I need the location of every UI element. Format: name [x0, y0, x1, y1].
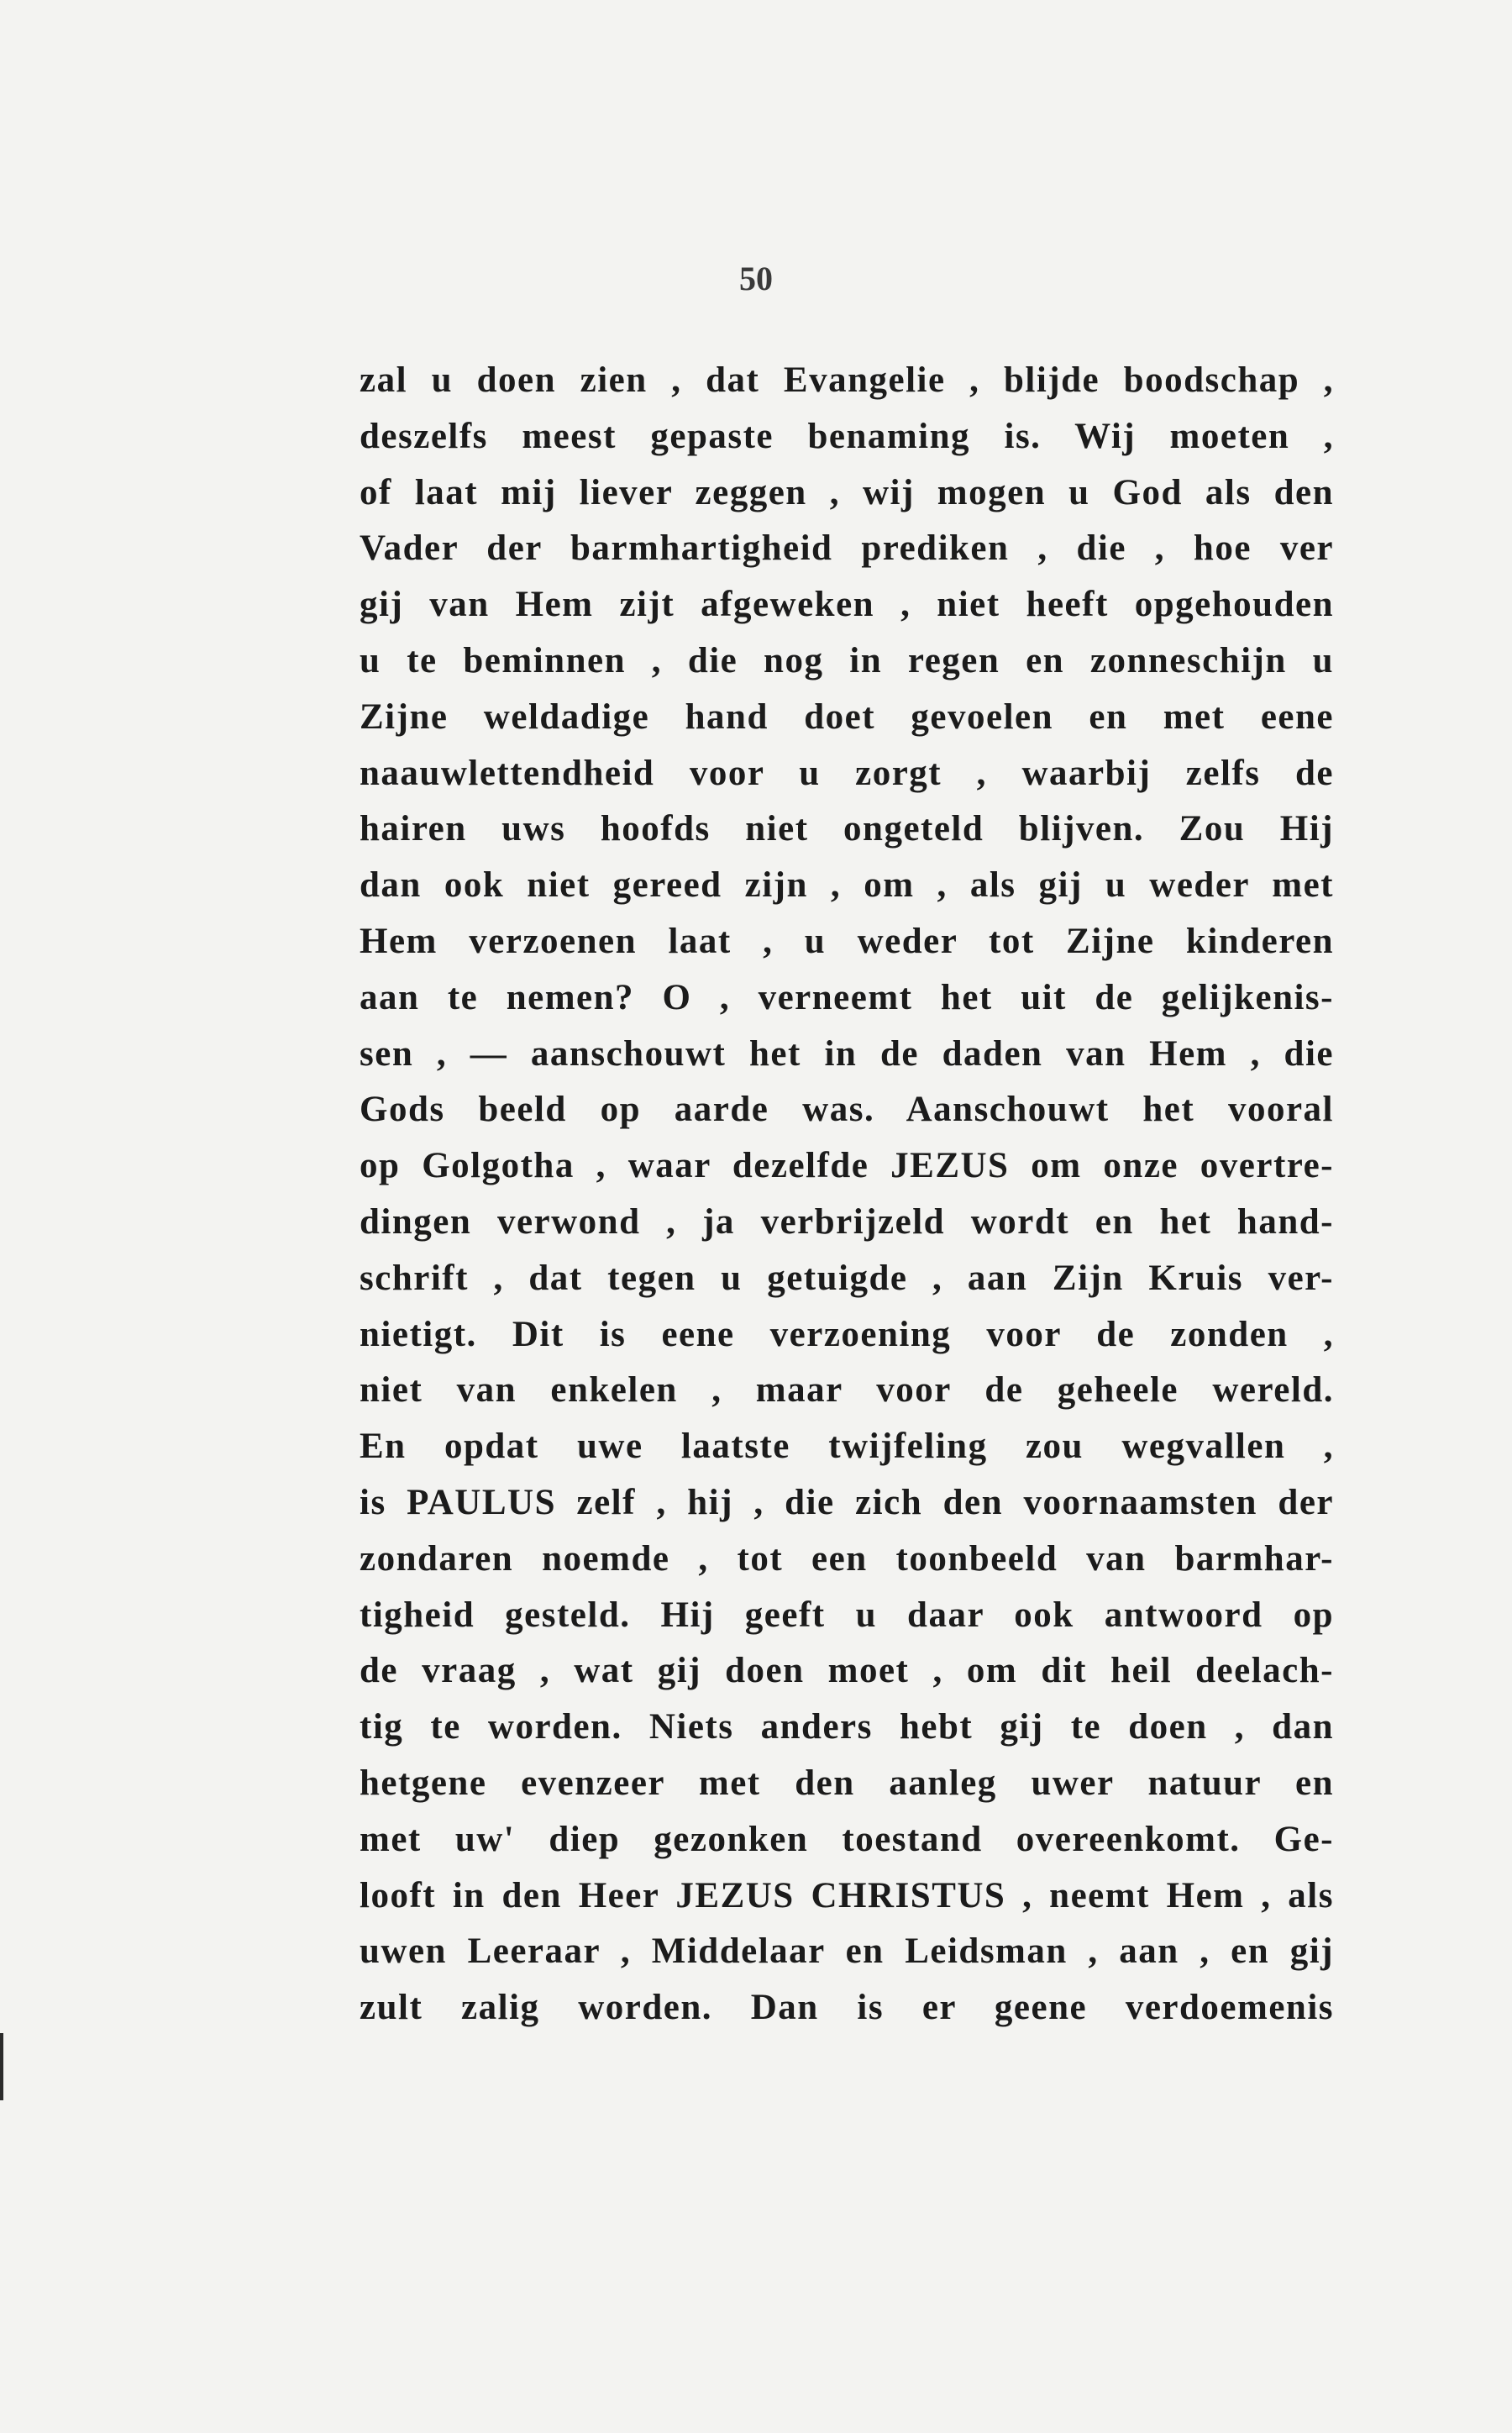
text-line: tigheid gesteld. Hij geeft u daar ook antwoord op — [360, 1595, 1334, 1635]
text-line: nietigt. Dit is eene verzoening voor de zonden , — [360, 1314, 1334, 1354]
text-line: u te beminnen , die nog in regen en zonneschijn u — [360, 640, 1334, 681]
body-text — [360, 353, 1334, 2036]
text-line: hetgene evenzeer met den aanleg uwer natuur en — [360, 1763, 1334, 1803]
text-line: zult zalig worden. Dan is er geene verdoemenis — [360, 1988, 1334, 2028]
text-line: deszelfs meest gepaste benaming is. Wij moeten , — [360, 416, 1334, 456]
text-line: hairen uws hoofds niet ongeteld blijven. Zou Hij — [360, 809, 1334, 849]
text-line: zondaren noemde , tot een toonbeeld van barmhar- — [360, 1538, 1334, 1579]
text-line: gij van Hem zijt afgeweken , niet heeft opgehouden — [360, 585, 1334, 625]
text-line: op Golgotha , waar dezelfde JEZUS om onze overtre- — [360, 1146, 1334, 1186]
page-number: 50 — [739, 260, 773, 297]
text-line: uwen Leeraar , Middelaar en Leidsman , aan , en gij — [360, 1931, 1334, 1972]
text-line: met uw' diep gezonken toestand overeenkomt. Ge- — [360, 1819, 1334, 1859]
text-line: of laat mij liever zeggen , wij mogen u God als den — [360, 472, 1334, 512]
text-line: Gods beeld op aarde was. Aanschouwt het vooral — [360, 1090, 1334, 1130]
text-line: aan te nemen? O , verneemt het uit de gelijkenis- — [360, 977, 1334, 1017]
text-line: Zijne weldadige hand doet gevoelen en met eene — [360, 696, 1334, 737]
text-line: looft in den Heer JEZUS CHRISTUS , neemt Hem , als — [360, 1875, 1334, 1915]
text-line: dingen verwond , ja verbrijzeld wordt en het hand- — [360, 1201, 1334, 1242]
text-line: En opdat uwe laatste twijfeling zou wegvallen , — [360, 1427, 1334, 1467]
text-line: dan ook niet gereed zijn , om , als gij u weder met — [360, 865, 1334, 906]
scan-edge-mark — [0, 2033, 3, 2100]
text-line: naauwlettendheid voor u zorgt , waarbij zelfs de — [360, 753, 1334, 793]
text-line: niet van enkelen , maar voor de geheele wereld. — [360, 1370, 1334, 1411]
text-line: Hem verzoenen laat , u weder tot Zijne kinderen — [360, 921, 1334, 961]
text-line: zal u doen zien , dat Evangelie , blijde boodschap , — [360, 360, 1334, 400]
text-line: schrift , dat tegen u getuigde , aan Zijn Kruis ver- — [360, 1258, 1334, 1298]
text-line: is PAULUS zelf , hij , die zich den voornaamsten der — [360, 1482, 1334, 1522]
text-line: de vraag , wat gij doen moet , om dit heil deelach- — [360, 1651, 1334, 1691]
text-line: sen , — aanschouwt het in de daden van Hem , die — [360, 1033, 1334, 1074]
text-line: Vader der barmhartigheid prediken , die , hoe ver — [360, 528, 1334, 569]
text-line: tig te worden. Niets anders hebt gij te doen , dan — [360, 1707, 1334, 1747]
